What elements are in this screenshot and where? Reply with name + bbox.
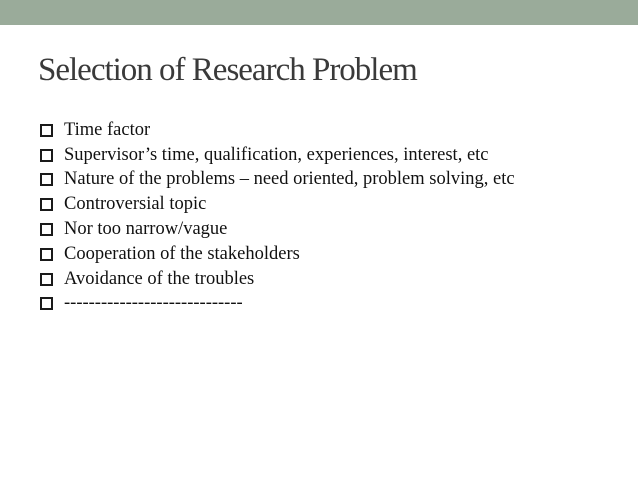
bullet-text: -----------------------------	[64, 293, 243, 314]
bullet-text: Controversial topic	[64, 194, 207, 215]
bullet-text: Nor too narrow/vague	[64, 219, 228, 240]
bullet-list	[40, 118, 515, 316]
checkbox-square-icon	[40, 124, 53, 137]
list-item	[40, 118, 515, 143]
bullet-text: Supervisor’s time, qualification, experiences, interest, etc	[64, 144, 489, 165]
checkbox-square-icon	[40, 173, 53, 186]
checkbox-square-icon	[40, 297, 53, 310]
list-item	[40, 192, 515, 217]
bullet-text: Cooperation of the stakeholders	[64, 243, 300, 264]
list-item	[40, 143, 515, 168]
slide-title: Selection of Research Problem	[38, 52, 417, 88]
checkbox-square-icon	[40, 273, 53, 286]
bullet-text: Avoidance of the troubles	[64, 268, 255, 289]
list-item	[40, 217, 515, 242]
bullet-text: Time factor	[64, 119, 151, 140]
checkbox-square-icon	[40, 223, 53, 236]
top-accent-band	[0, 0, 638, 25]
list-item	[40, 292, 515, 317]
bullet-text: Nature of the problems – need oriented, problem solving, etc	[64, 169, 515, 190]
checkbox-square-icon	[40, 248, 53, 261]
list-item	[40, 267, 515, 292]
list-item	[40, 168, 515, 193]
checkbox-square-icon	[40, 198, 53, 211]
checkbox-square-icon	[40, 149, 53, 162]
list-item	[40, 242, 515, 267]
